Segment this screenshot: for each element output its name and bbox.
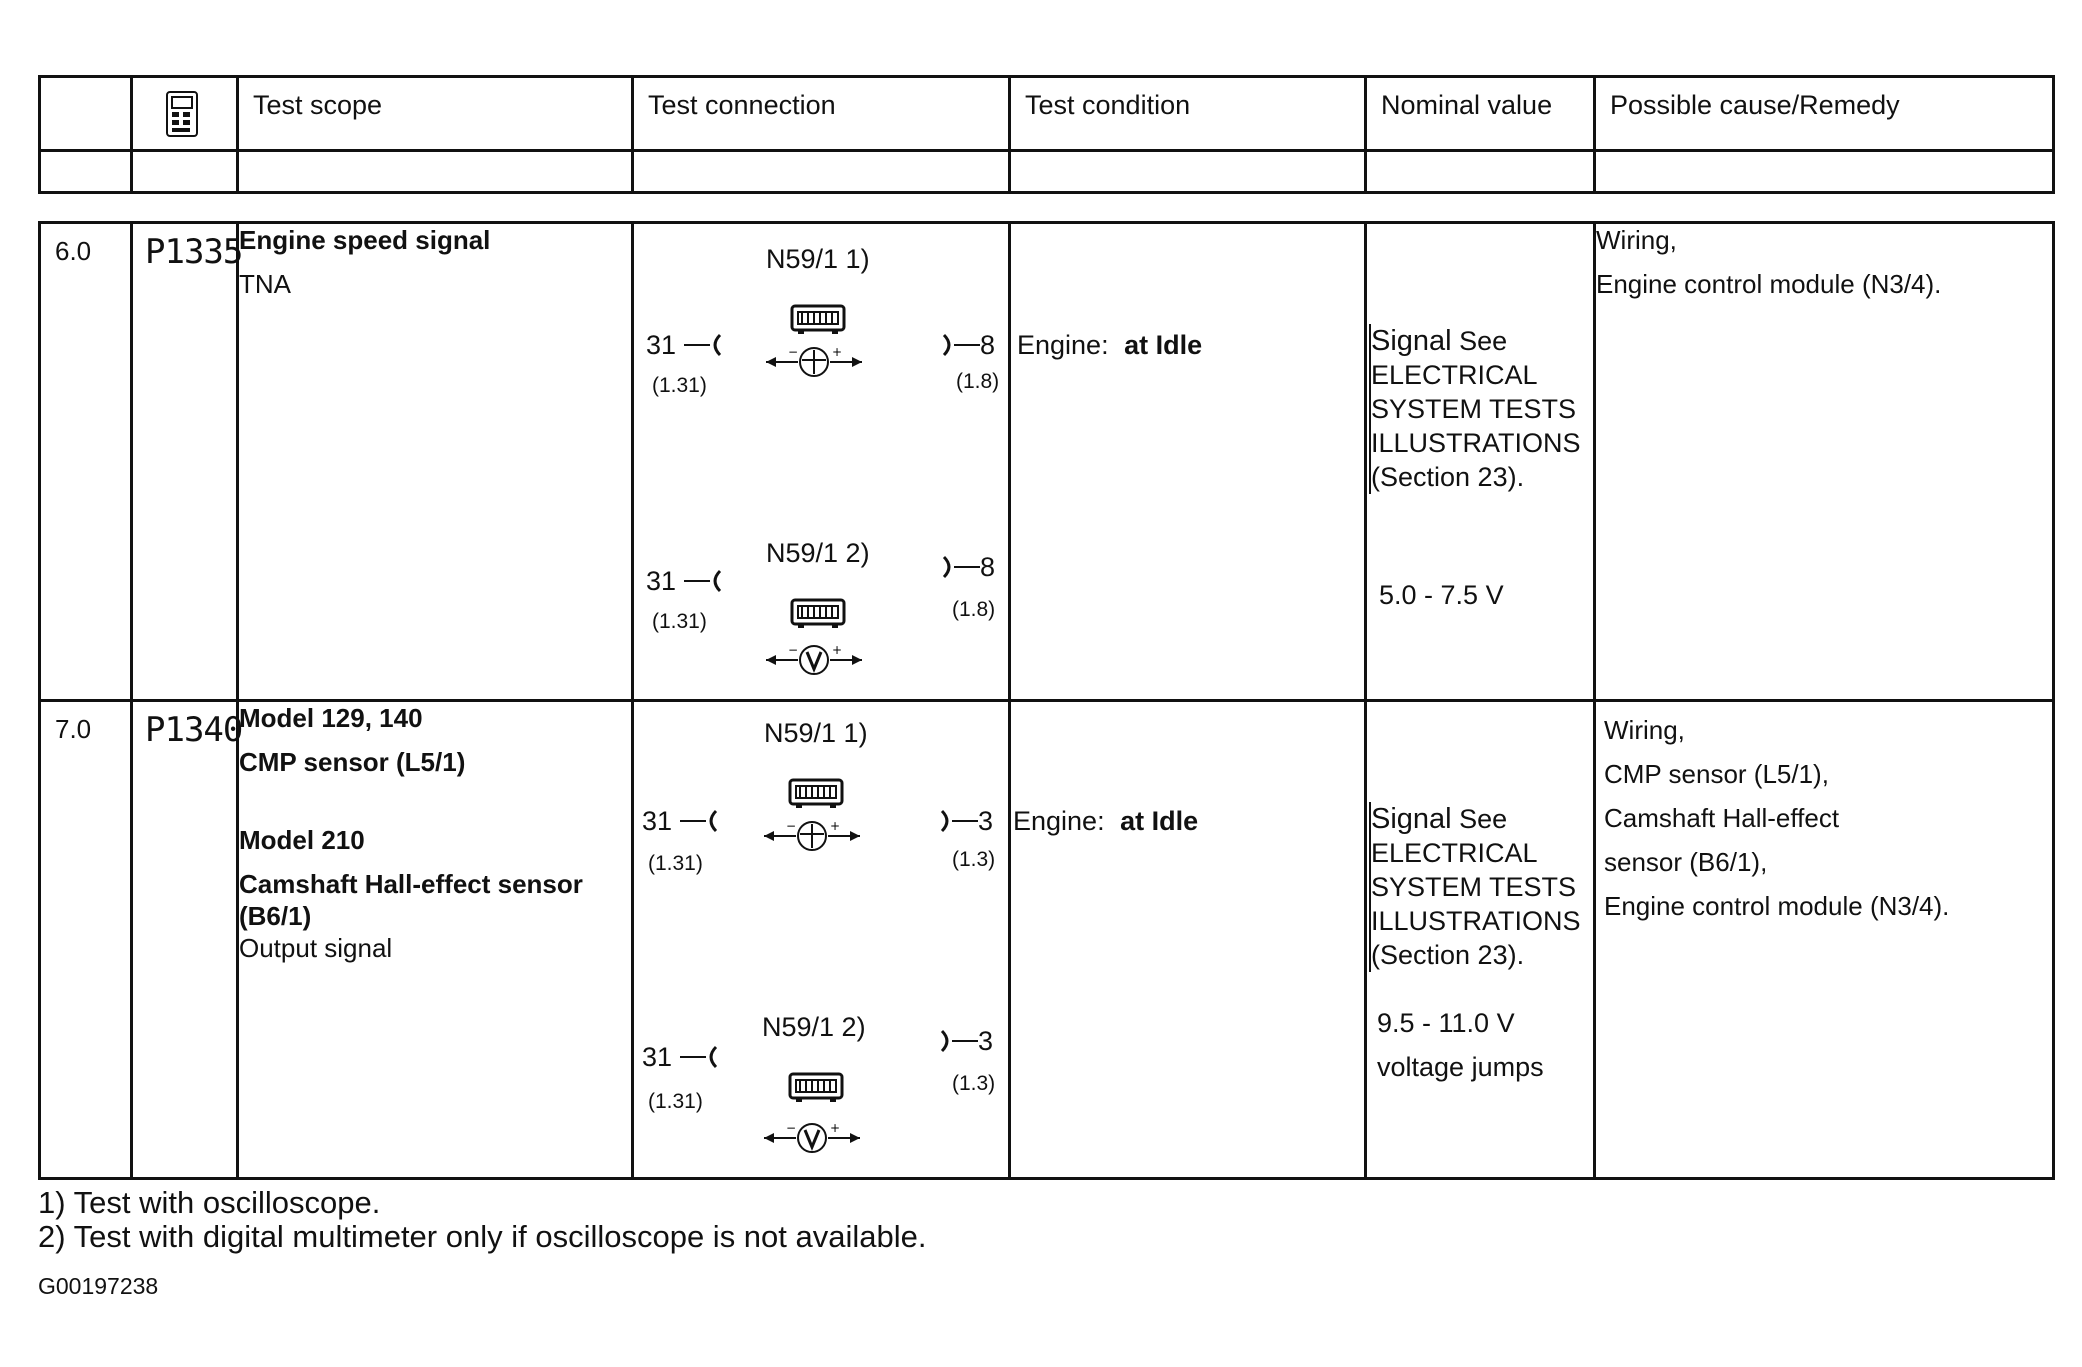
remedy-line: Camshaft Hall-effect xyxy=(1604,803,1840,833)
test-condition-cell xyxy=(1010,701,1366,1179)
connector-box-icon xyxy=(790,596,846,630)
header-tester-cell xyxy=(132,77,238,151)
step-number-cell xyxy=(40,701,132,1179)
right-socket-icon xyxy=(938,808,978,834)
connection-title: N59/1 1) xyxy=(766,244,870,274)
remedy-line: Wiring, xyxy=(1604,715,1685,745)
voltmeter-icon xyxy=(764,642,864,678)
left-ref: (1.31) xyxy=(652,374,707,397)
footnote-2: 2) Test with digital multimeter only if oscilloscope is not available. xyxy=(38,1219,927,1254)
svg-text:+: + xyxy=(830,819,841,833)
header-test-connection xyxy=(633,77,1010,151)
test-connection-cell xyxy=(633,223,1010,701)
scope-line: (B6/1) xyxy=(239,901,312,931)
signal-label: Signal xyxy=(1371,803,1452,835)
right-ref: (1.8) xyxy=(952,598,996,621)
test-condition-cell xyxy=(1010,223,1366,701)
left-ref: (1.31) xyxy=(652,610,707,633)
diagnostic-tester-icon xyxy=(163,90,203,140)
right-pin: 3 xyxy=(978,1026,994,1056)
scope-line: Model 210 xyxy=(239,825,365,855)
scope-line: CMP sensor (L5/1) xyxy=(239,747,466,777)
header-test-condition xyxy=(1010,77,1366,151)
connection-title: N59/1 2) xyxy=(766,538,870,568)
nominal-line: ILLUSTRATIONS xyxy=(1371,428,1581,458)
scope-line: TNA xyxy=(239,269,291,299)
header-table xyxy=(38,75,2055,194)
connector-box-icon xyxy=(788,776,844,810)
right-ref: (1.8) xyxy=(956,370,1000,393)
header-test-condition-label: Test condition xyxy=(1025,90,1191,120)
nominal-line: ELECTRICAL xyxy=(1371,360,1538,390)
remedy-line: CMP sensor (L5/1), xyxy=(1604,759,1829,789)
header-test-connection-label: Test connection xyxy=(648,90,836,120)
signal-see: See xyxy=(1459,804,1508,834)
svg-text:+: + xyxy=(832,345,843,359)
nominal-line: ELECTRICAL xyxy=(1371,838,1538,868)
left-pin: 31 xyxy=(642,1042,673,1072)
oscilloscope-icon xyxy=(762,818,862,854)
step-number-cell xyxy=(40,223,132,701)
nominal-voltage: 9.5 - 11.0 V xyxy=(1377,1008,1515,1038)
left-socket-icon xyxy=(684,568,724,594)
svg-text:−: − xyxy=(786,1121,797,1135)
test-connection-cell xyxy=(633,701,1010,1179)
right-pin: 3 xyxy=(978,806,994,836)
right-pin: 8 xyxy=(980,330,996,360)
svg-text:+: + xyxy=(830,1121,841,1135)
header-possible-cause xyxy=(1595,77,2054,151)
test-table xyxy=(38,221,2055,1180)
right-socket-icon xyxy=(940,554,980,580)
scope-line: Engine speed signal xyxy=(239,225,491,255)
svg-text:−: − xyxy=(788,345,799,359)
possible-cause-cell xyxy=(1595,223,2054,701)
figure-id: G00197238 xyxy=(38,1273,159,1299)
dtc-code: P1335 xyxy=(145,232,243,272)
test-scope-cell xyxy=(238,701,633,1179)
remedy-line: Wiring, xyxy=(1596,225,1677,255)
left-socket-icon xyxy=(680,808,720,834)
nominal-value-cell xyxy=(1366,223,1595,701)
nominal-line: (Section 23). xyxy=(1371,462,1525,492)
connector-box-icon xyxy=(790,302,846,336)
left-ref: (1.31) xyxy=(648,1090,703,1113)
svg-text:+: + xyxy=(832,643,843,657)
dtc-code: P1340 xyxy=(145,710,243,750)
step-number: 7.0 xyxy=(55,714,92,744)
header-test-scope xyxy=(238,77,633,151)
possible-cause-cell xyxy=(1595,701,2054,1179)
left-pin: 31 xyxy=(642,806,673,836)
table-row xyxy=(40,701,2054,1179)
header-nominal-value xyxy=(1366,77,1595,151)
nominal-line: SYSTEM TESTS xyxy=(1371,872,1577,902)
remedy-line: Engine control module (N3/4). xyxy=(1604,891,1950,921)
oscilloscope-icon xyxy=(764,344,864,380)
condition-value: at Idle xyxy=(1120,806,1199,836)
header-test-scope-label: Test scope xyxy=(253,90,383,120)
signal-label: Signal xyxy=(1371,325,1452,357)
right-socket-icon xyxy=(938,1028,978,1054)
header-possible-cause-label: Possible cause/Remedy xyxy=(1610,90,1900,120)
remedy-line: sensor (B6/1), xyxy=(1604,847,1768,877)
nominal-line: SYSTEM TESTS xyxy=(1371,394,1577,424)
nominal-line: (Section 23). xyxy=(1371,940,1525,970)
scope-line: Camshaft Hall-effect sensor xyxy=(239,869,583,899)
table-row xyxy=(40,223,2054,701)
scope-line: Model 129, 140 xyxy=(239,703,423,733)
remedy-line: Engine control module (N3/4). xyxy=(1596,269,1942,299)
left-socket-icon xyxy=(680,1044,720,1070)
left-socket-icon xyxy=(684,332,724,358)
left-pin: 31 xyxy=(646,330,677,360)
dtc-cell xyxy=(132,223,243,701)
right-socket-icon xyxy=(940,332,980,358)
right-ref: (1.3) xyxy=(952,848,996,871)
left-pin: 31 xyxy=(646,566,677,596)
step-number: 6.0 xyxy=(55,236,92,266)
svg-text:−: − xyxy=(788,643,799,657)
condition-label: Engine: xyxy=(1013,806,1105,836)
connection-title: N59/1 2) xyxy=(762,1012,866,1042)
dtc-cell xyxy=(132,701,243,1179)
footnote-1: 1) Test with oscilloscope. xyxy=(38,1185,381,1220)
nominal-extra: voltage jumps xyxy=(1377,1052,1544,1082)
nominal-value-cell xyxy=(1366,701,1595,1179)
nominal-line: ILLUSTRATIONS xyxy=(1371,906,1581,936)
left-ref: (1.31) xyxy=(648,852,703,875)
test-scope-cell xyxy=(238,223,633,701)
header-nominal-value-label: Nominal value xyxy=(1381,90,1553,120)
connection-title: N59/1 1) xyxy=(764,718,868,748)
header-num-cell xyxy=(40,77,132,151)
svg-text:−: − xyxy=(786,819,797,833)
right-pin: 8 xyxy=(980,552,996,582)
condition-value: at Idle xyxy=(1124,330,1203,360)
connector-box-icon xyxy=(788,1070,844,1104)
right-ref: (1.3) xyxy=(952,1072,996,1095)
scope-line: Output signal xyxy=(239,933,393,963)
voltmeter-icon xyxy=(762,1120,862,1156)
condition-label: Engine: xyxy=(1017,330,1109,360)
signal-see: See xyxy=(1459,326,1508,356)
nominal-voltage: 5.0 - 7.5 V xyxy=(1379,580,1504,610)
